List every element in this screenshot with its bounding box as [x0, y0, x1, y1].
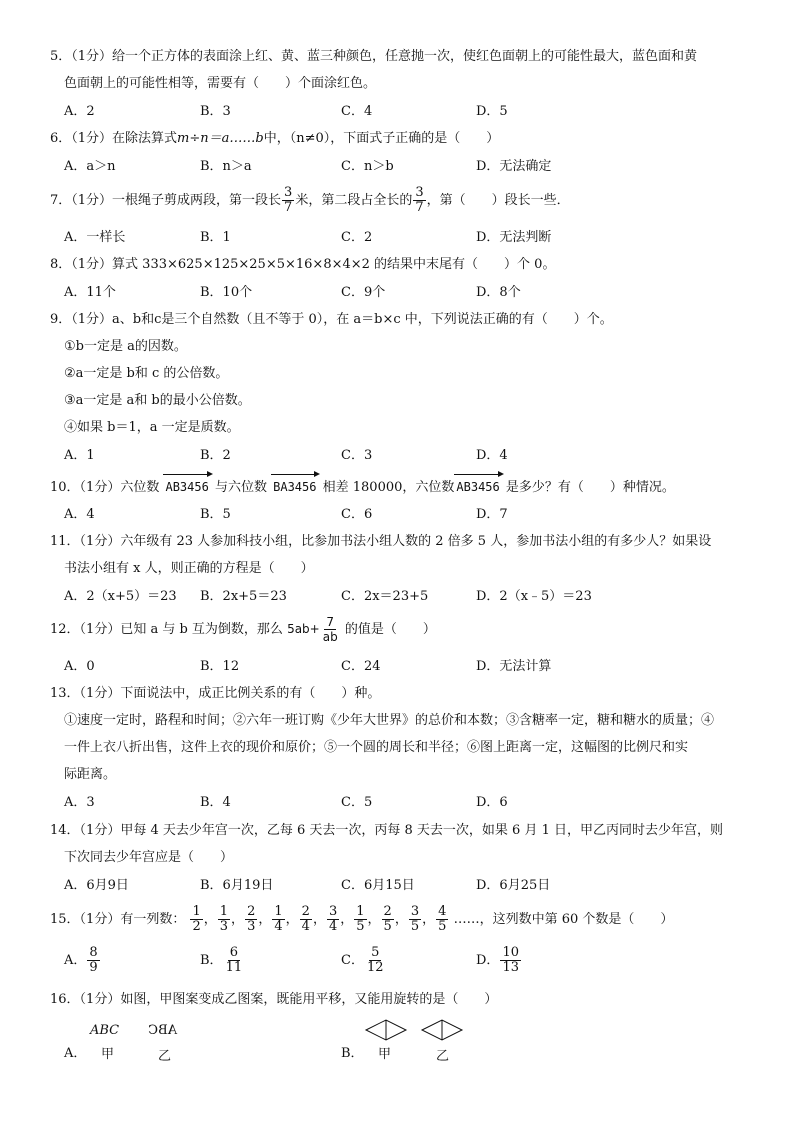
q15-stem: 15．（1分）有一列数： $\frac{1}{2}$ ， $\frac{1}{3}$ ， $\frac{2}{3}$ ， $\frac{1}{4}$ ， $\frac{2}{4}$ ， $\frac{3}{4}$ ， $\frac{1}{5}$ ， $\frac{2}{5}$ ， $\frac{3}{5}$ ， $\frac{4}{5}$ ……，这列数中第 60 个数是（ ）: [50, 904, 674, 934]
q7-fraction-1: [282, 186, 294, 215]
q15-seq-denominator: 2: [192, 919, 201, 934]
q15-seq-numerator: 2: [383, 904, 392, 919]
q12-option-c: C．24: [341, 659, 381, 674]
q7-suffix: ，第（ ）段长一些．: [426, 193, 570, 208]
q5-line1: 5．（1分）给一个正方体的表面涂上红、黄、蓝三种颜色，任意抛一次，使红色面朝上的可能性最大，蓝色面和黄: [50, 49, 698, 64]
q16-option-a-label: A．: [64, 1046, 87, 1061]
q13-option-a: A．3: [64, 795, 95, 810]
q6-option-d: D．无法确定: [476, 159, 552, 174]
q16-a-jia-label: 甲: [101, 1047, 115, 1062]
q15-seq-denominator: 5: [356, 919, 365, 934]
q15-seq-numerator: 4: [438, 904, 447, 919]
q15-option-d-fraction: [500, 946, 521, 975]
q10-number-2: BA3456: [273, 480, 317, 494]
q16-b-yi-label: 乙: [436, 1049, 450, 1064]
q13-line3: 际距离。: [64, 767, 117, 782]
q15-seq-numerator: 2: [301, 904, 310, 919]
q8-option-b: B．10个: [200, 285, 253, 300]
q15-option-d-numerator: 10: [502, 945, 519, 960]
q12-stem: [50, 615, 436, 644]
q15-seq-fraction: [190, 905, 202, 934]
q14-option-a: A．6月9日: [64, 878, 129, 893]
q13-line1: ①速度一定时，路程和时间；②六年一班订购《少年大世界》的总价和本数；③含糖率一定，糖和糖水的质量；④: [64, 713, 715, 728]
q16-a-yi-label: 乙: [158, 1049, 172, 1064]
q15-option-c-numerator: 5: [371, 945, 380, 960]
q5-line2: 色面朝上的可能性相等，需要有（ ）个面涂红色。: [64, 76, 377, 91]
q13-option-d: D．6: [476, 795, 508, 810]
q9-statement-3: ③a一定是 a和 b的最小公倍数。: [64, 393, 251, 408]
q15-seq-fraction: [354, 905, 366, 934]
q16-a-yi-pattern: ABC: [148, 1023, 178, 1038]
q15-seq-denominator: 3: [247, 919, 256, 934]
q15-seq-numerator: 1: [219, 904, 229, 919]
q14-option-c: C．6月15日: [341, 878, 415, 893]
q11-option-d: D．2（x﹣5）＝23: [476, 589, 592, 604]
q12-expression-left: 5ab+: [287, 622, 320, 636]
q13-line2: 一件上衣八折出售，这件上衣的现价和原价；⑤一个圆的周长和半径；⑥图上距离一定，这幅图的比例尺和实: [64, 740, 689, 755]
q10-mid2: 相差 180000，六位数: [322, 480, 455, 495]
q15-seq-fraction: [382, 905, 394, 934]
q15-seq-fraction: [436, 905, 448, 934]
q13-option-b: B．4: [200, 795, 231, 810]
q7-fraction-2: [413, 186, 425, 215]
q9-option-b: B．2: [200, 448, 231, 463]
q15-option-c-denominator: 12: [366, 960, 384, 975]
q15-option-c-label: C．: [341, 953, 364, 968]
q12-suffix: 的值是（ ）: [344, 622, 436, 637]
q7-option-d: D．无法判断: [476, 230, 552, 245]
q7-mid: 米，第二段占全长的: [295, 193, 413, 208]
q16-option-b-label: B．: [341, 1046, 364, 1061]
q6-mid: 中，（n≠0），下面式子正确的是（ ）: [263, 131, 500, 146]
q12-frac-numerator: 7: [326, 615, 335, 629]
q5-option-b: B．3: [200, 104, 231, 119]
q12-fraction: [321, 615, 340, 644]
q15-seq-denominator: 4: [274, 919, 283, 934]
q6-prefix: 6．（1分）在除法算式: [50, 131, 178, 146]
q15-seq-numerator: 1: [192, 904, 201, 919]
q15-option-d-label: D．: [476, 953, 500, 968]
q11-option-c: C．2x＝23+5: [341, 589, 429, 604]
q15-seq-numerator: 2: [247, 904, 256, 919]
q13-option-c: C．5: [341, 795, 373, 810]
q7-frac1-denominator: 7: [284, 200, 293, 215]
q7-option-b: B．1: [200, 230, 231, 245]
q14-line1: 14．（1分）甲每 4 天去少年宫一次，乙每 6 天去一次，丙每 8 天去一次，如果 6 月 1 日，甲乙丙同时去少年宫，则: [50, 823, 723, 838]
q16-b-jia-diamond: [364, 1018, 408, 1042]
q12-option-a: A．0: [64, 659, 95, 674]
q10-mid1: 与六位数: [214, 480, 267, 495]
q9-option-c: C．3: [341, 448, 373, 463]
q10-option-d: D．7: [476, 507, 508, 522]
q5-option-c: C．4: [341, 104, 373, 119]
q6-option-a: A．a＞n: [64, 159, 116, 174]
q16-a-jia-pattern: ABC: [90, 1023, 120, 1038]
q15-option-c-fraction: [365, 946, 386, 975]
q12-prefix: 12．（1分）已知 a 与 b 互为倒数，那么: [50, 622, 283, 637]
q8-option-d: D．8个: [476, 285, 521, 300]
q12-option-b: B．12: [200, 659, 240, 674]
q15-seq-denominator: 4: [328, 919, 338, 934]
q7-frac2-denominator: 7: [415, 200, 424, 215]
q15-seq-numerator: 3: [410, 904, 420, 919]
q10-suffix: 是多少？有（ ）种情况。: [505, 480, 675, 495]
q5-option-a: A．2: [64, 104, 95, 119]
q15-suffix: ……，这列数中第 60 个数是（ ）: [453, 912, 674, 927]
q13-stem: 13．（1分）下面说法中，成正比例关系的有（ ）种。: [50, 686, 381, 701]
q15-seq-denominator: 5: [438, 919, 447, 934]
q15-option-a-numerator: 8: [89, 945, 98, 960]
q15-seq-denominator: 5: [410, 919, 420, 934]
q7-frac2-numerator: 3: [415, 185, 424, 200]
q9-stem: 9．（1分）a、b和c是三个自然数（且不等于 0），在 a＝b×c 中，下列说法正确的有（ ）个。: [50, 312, 613, 327]
q6-option-b: B．n＞a: [200, 159, 252, 174]
q11-option-b: B．2x+5＝23: [200, 589, 287, 604]
q10-option-a: A．4: [64, 507, 95, 522]
q11-line1: 11．（1分）六年级有 23 人参加科技小组，比参加书法小组人数的 2 倍多 5 人，参加书法小组的有多少人？如果设: [50, 534, 712, 549]
q14-option-d: D．6月25日: [476, 878, 551, 893]
q9-statement-2: ②a一定是 b和 c 的公倍数。: [64, 366, 229, 381]
q15-seq-denominator: 4: [301, 919, 310, 934]
q6-expression: m÷n＝a……b: [177, 131, 264, 146]
q7-stem: [50, 186, 570, 215]
q10-number-3: AB3456: [456, 480, 500, 494]
q8-option-a: A．11个: [64, 285, 116, 300]
q15-seq-fraction: [245, 905, 257, 934]
q8-option-c: C．9个: [341, 285, 386, 300]
q6-stem: [50, 130, 499, 148]
q8-stem: 8．（1分）算式 333×625×125×25×5×16×8×4×2 的结果中末尾有（ ）个 0。: [50, 257, 556, 272]
q7-frac1-numerator: 3: [284, 185, 293, 200]
q10-option-b: B．5: [200, 507, 231, 522]
q15-option-a-label: A．: [64, 953, 87, 968]
q14-option-b: B．6月19日: [200, 878, 274, 893]
q16-b-yi-diamond: [420, 1018, 464, 1042]
q15-option-c: [341, 946, 387, 975]
q16-b-jia-label: 甲: [378, 1047, 392, 1062]
q15-seq-fraction: [327, 905, 339, 934]
q10-stem: [50, 478, 675, 497]
q5-option-d: D．5: [476, 104, 508, 119]
q11-option-a: A．2（x+5）＝23: [64, 589, 177, 604]
q7-option-a: A．一样长: [64, 230, 126, 245]
q7-option-c: C．2: [341, 230, 373, 245]
q15-option-d: [476, 946, 522, 975]
q7-prefix: 7．（1分）一根绳子剪成两段，第一段长: [50, 193, 282, 208]
q15-seq-numerator: 1: [356, 904, 365, 919]
q15-seq-fraction: [409, 905, 421, 934]
q9-statement-1: ①b一定是 a的因数。: [64, 339, 187, 354]
q15-seq-fraction: [218, 905, 230, 934]
q14-line2: 下次同去少年宫应是（ ）: [64, 850, 234, 865]
q15-option-b: [200, 946, 245, 975]
q15-seq-fraction: [272, 905, 284, 934]
q9-option-a: A．1: [64, 448, 95, 463]
q10-number-1: AB3456: [165, 480, 209, 494]
q10-prefix: 10．（1分）六位数: [50, 480, 160, 495]
q15-option-a-fraction: [87, 946, 99, 975]
q15-option-b-numerator: 6: [229, 945, 238, 960]
q15-option-b-label: B．: [200, 953, 223, 968]
q15-option-a: [64, 946, 101, 975]
q6-option-c: C．n＞b: [341, 159, 394, 174]
q12-frac-denominator: ab: [322, 630, 338, 644]
q15-option-a-denominator: 9: [89, 960, 98, 975]
q15-seq-fraction: [300, 905, 312, 934]
q15-option-b-denominator: 11: [225, 960, 243, 975]
q15-seq-denominator: 3: [219, 919, 229, 934]
q15-seq-denominator: 5: [383, 919, 392, 934]
q15-seq-numerator: 1: [274, 904, 283, 919]
q15-seq-numerator: 3: [328, 904, 338, 919]
q10-option-c: C．6: [341, 507, 373, 522]
q15-option-d-denominator: 13: [502, 960, 519, 975]
q15-option-b-fraction: [224, 946, 245, 975]
q12-option-d: D．无法计算: [476, 659, 552, 674]
q11-line2: 书法小组有 x 人，则正确的方程是（ ）: [64, 561, 314, 576]
q9-option-d: D．4: [476, 448, 508, 463]
q9-statement-4: ④如果 b＝1，a 一定是质数。: [64, 420, 240, 435]
q15-prefix: 15．（1分）有一列数：: [50, 912, 186, 927]
q16-stem: 16．（1分）如图，甲图案变成乙图案，既能用平移，又能用旋转的是（ ）: [50, 992, 498, 1007]
